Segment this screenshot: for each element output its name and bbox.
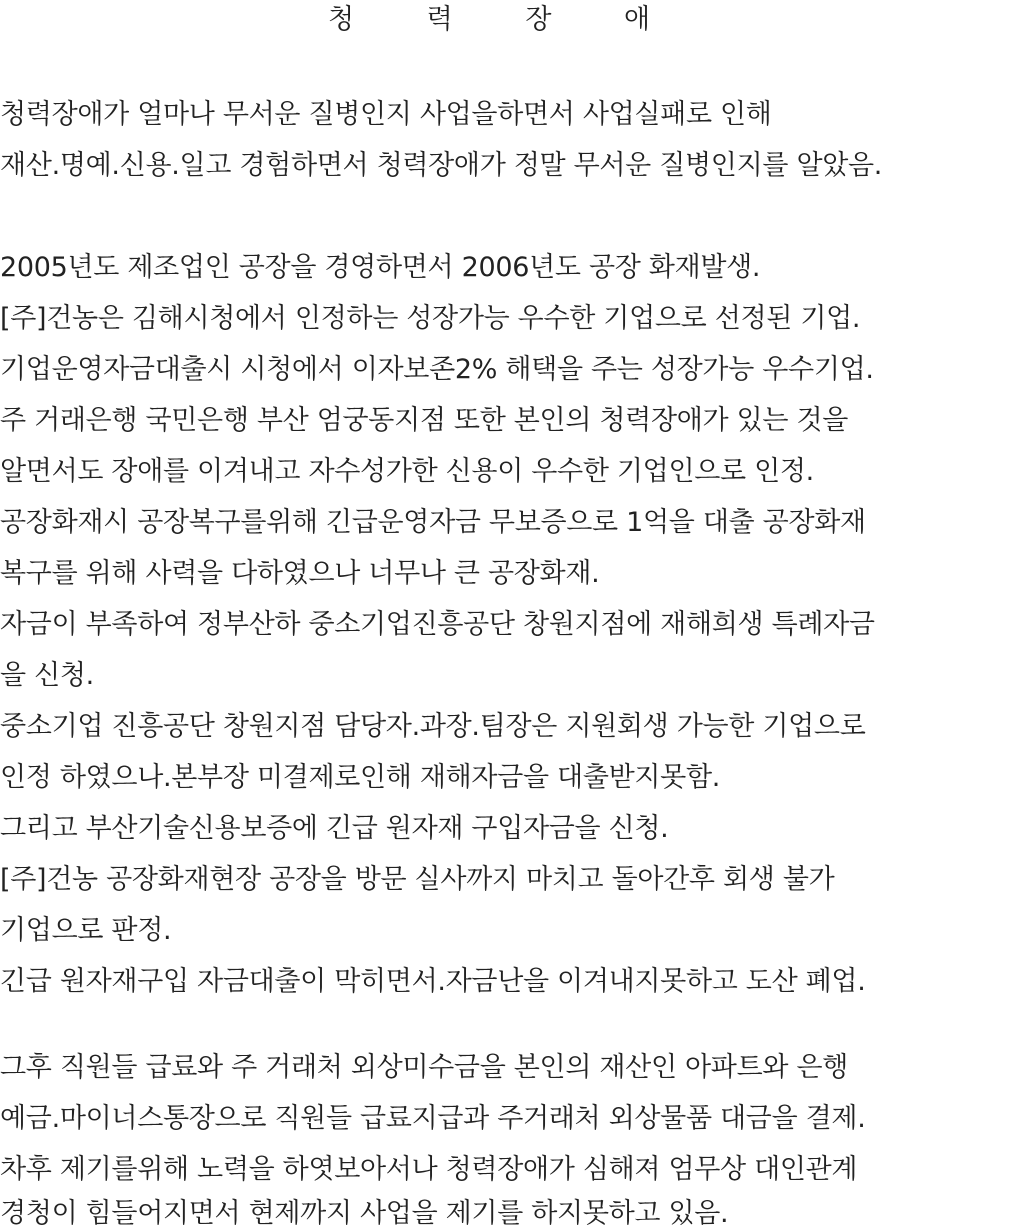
text-line: 인정 하였으나.본부장 미결제로인해 재해자금을 대출받지못함. — [0, 762, 721, 793]
text-line: 을 신청. — [0, 660, 94, 691]
text-line: 경청이 힘들어지면서 현제까지 사업을 제기를 하지못하고 있음. — [0, 1198, 729, 1229]
text-line: 알면서도 장애를 이겨내고 자수성가한 신용이 우수한 기업인으로 인정. — [0, 456, 814, 487]
text-line: 그리고 부산기술신용보증에 긴급 원자재 구입자금을 신청. — [0, 813, 669, 844]
text-line: 재산.명예.신용.일고 경험하면서 청력장애가 정말 무서운 질병인지를 알았음. — [0, 150, 883, 181]
text-line: 차후 제기를위해 노력을 하엿보아서나 청력장애가 심해져 엄무상 대인관계 — [0, 1154, 858, 1185]
text-line: 자금이 부족하여 정부산하 중소기업진흥공단 창원지점에 재해희생 특례자금 — [0, 609, 875, 640]
text-line: 중소기업 진흥공단 창원지점 담당자.과장.팀장은 지원회생 가능한 기업으로 — [0, 711, 866, 742]
text-line: 복구를 위해 사력을 다하였으나 너무나 큰 공장화재. — [0, 558, 600, 589]
document-title: 청 력 장 애 — [328, 4, 683, 35]
text-line: 예금.마이너스통장으로 직원들 급료지급과 주거래처 외상물품 대금을 결제. — [0, 1103, 866, 1134]
text-line: 2005년도 제조업인 공장을 경영하면서 2006년도 공장 화재발생. — [0, 252, 761, 283]
text-line: [주]건농은 김해시청에서 인정하는 성장가능 우수한 기업으로 선정된 기업. — [0, 303, 861, 334]
text-line: 긴급 원자재구입 자금대출이 막히면서.자금난을 이겨내지못하고 도산 폐업. — [0, 966, 866, 997]
text-line: [주]건농 공장화재현장 공장을 방문 실사까지 마치고 돌아간후 회생 불가 — [0, 864, 835, 895]
text-line: 공장화재시 공장복구를위해 긴급운영자금 무보증으로 1억을 대출 공장화재 — [0, 507, 866, 538]
text-line: 그후 직원들 급료와 주 거래처 외상미수금을 본인의 재산인 아파트와 은행 — [0, 1052, 849, 1083]
text-line: 기업으로 판정. — [0, 915, 172, 946]
text-line: 청력장애가 얼마나 무서운 질병인지 사업을하면서 사업실패로 인해 — [0, 99, 772, 130]
text-line: 주 거래은행 국민은행 부산 엄궁동지점 또한 본인의 청력장애가 있는 것을 — [0, 405, 849, 436]
text-line: 기업운영자금대출시 시청에서 이자보존2% 해택을 주는 성장가능 우수기업. — [0, 354, 874, 385]
